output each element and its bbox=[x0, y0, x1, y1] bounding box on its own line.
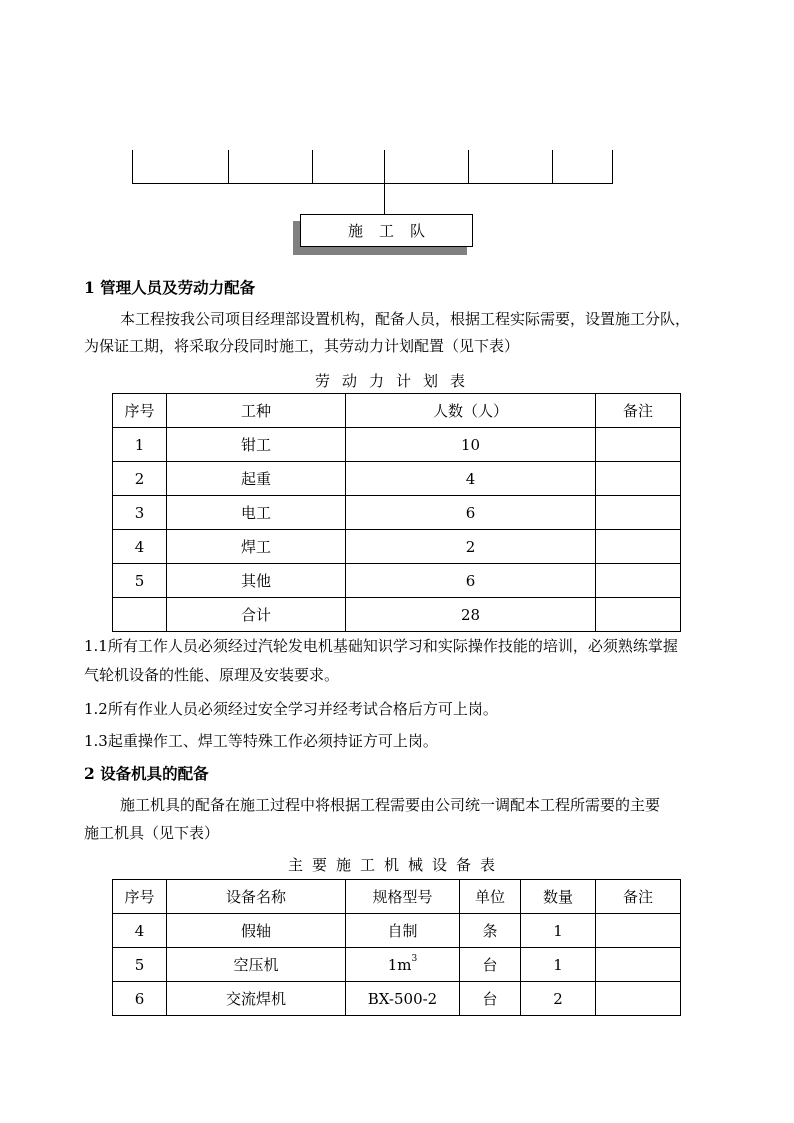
table-row bbox=[113, 948, 681, 982]
table-cell bbox=[596, 428, 681, 462]
table-cell bbox=[596, 982, 681, 1016]
header-cell: 备注 bbox=[596, 880, 681, 914]
team-box-label: 施工队 bbox=[347, 222, 441, 240]
table-cell: 假轴 bbox=[167, 914, 346, 948]
table-cell bbox=[596, 914, 681, 948]
table-cell: 5 bbox=[113, 564, 167, 598]
section2-heading: 2 设备机具的配备 bbox=[84, 764, 209, 783]
table-cell bbox=[346, 948, 460, 982]
team-box bbox=[300, 214, 473, 247]
note-1-1-line2: 气轮机设备的性能、原理及安装要求。 bbox=[84, 666, 340, 684]
table-cell: 10 bbox=[346, 428, 596, 462]
table-cell: 2 bbox=[346, 530, 596, 564]
table-cell: 条 bbox=[460, 914, 521, 948]
header-cell: 设备名称 bbox=[167, 880, 346, 914]
table-cell: 5 bbox=[113, 948, 167, 982]
equipment-table bbox=[112, 879, 681, 1016]
table-cell bbox=[596, 948, 681, 982]
table-cell: 台 bbox=[460, 982, 521, 1016]
table-cell: 其他 bbox=[167, 564, 346, 598]
header-cell: 备注 bbox=[596, 394, 681, 428]
org-chart-branch-line bbox=[384, 150, 385, 184]
labor-table-title: 劳动力计划表 bbox=[314, 372, 477, 390]
table-cell bbox=[596, 598, 681, 632]
table-cell: 28 bbox=[346, 598, 596, 632]
header-cell: 单位 bbox=[460, 880, 521, 914]
table-cell: 4 bbox=[113, 530, 167, 564]
org-chart-branch-line bbox=[228, 150, 229, 184]
header-cell: 规格型号 bbox=[346, 880, 460, 914]
table-cell: 交流焊机 bbox=[167, 982, 346, 1016]
table-cell: 6 bbox=[346, 496, 596, 530]
org-chart-branch-line bbox=[468, 150, 469, 184]
table-cell: 2 bbox=[113, 462, 167, 496]
table-cell: 钳工 bbox=[167, 428, 346, 462]
spec-value: 1m bbox=[387, 955, 412, 974]
table-cell bbox=[113, 598, 167, 632]
table-row bbox=[113, 564, 681, 598]
table-cell: 6 bbox=[113, 982, 167, 1016]
table-cell: 空压机 bbox=[167, 948, 346, 982]
table-cell: 起重 bbox=[167, 462, 346, 496]
table-header-row bbox=[113, 394, 681, 428]
header-cell: 数量 bbox=[521, 880, 596, 914]
table-cell: 2 bbox=[521, 982, 596, 1016]
table-cell bbox=[596, 530, 681, 564]
header-cell: 工种 bbox=[167, 394, 346, 428]
table-cell bbox=[596, 462, 681, 496]
table-cell: 焊工 bbox=[167, 530, 346, 564]
table-cell: 1 bbox=[113, 428, 167, 462]
note-1-2: 1.2所有作业人员必须经过安全学习并经考试合格后方可上岗。 bbox=[84, 700, 498, 718]
table-cell: 3 bbox=[113, 496, 167, 530]
table-total-row bbox=[113, 598, 681, 632]
table-cell: 自制 bbox=[346, 914, 460, 948]
header-cell: 序号 bbox=[113, 880, 167, 914]
table-cell: 4 bbox=[346, 462, 596, 496]
section1-intro-line2: 为保证工期，将采取分段同时施工，其劳动力计划配置（见下表） bbox=[84, 337, 520, 355]
table-cell: 6 bbox=[346, 564, 596, 598]
table-row bbox=[113, 428, 681, 462]
labor-table bbox=[112, 393, 681, 632]
note-1-1-line1: 1.1所有工作人员必须经过汽轮发电机基础知识学习和实际操作技能的培训，必须熟练掌握 bbox=[84, 637, 678, 655]
table-row bbox=[113, 462, 681, 496]
table-cell: 合计 bbox=[167, 598, 346, 632]
table-header-row bbox=[113, 880, 681, 914]
table-cell: 台 bbox=[460, 948, 521, 982]
equipment-table-title: 主要施工机械设备表 bbox=[287, 856, 504, 874]
section1-heading: 1 管理人员及劳动力配备 bbox=[84, 278, 256, 297]
org-chart-branch-line bbox=[132, 150, 133, 184]
header-cell: 序号 bbox=[113, 394, 167, 428]
table-cell: 电工 bbox=[167, 496, 346, 530]
table-row bbox=[113, 496, 681, 530]
section2-intro-line2: 施工机具（见下表） bbox=[84, 824, 220, 842]
header-cell: 人数（人） bbox=[346, 394, 596, 428]
org-chart-connector-line bbox=[384, 183, 385, 214]
section2-intro-line1: 施工机具的配备在施工过程中将根据工程需要由公司统一调配本工程所需要的主要 bbox=[120, 796, 661, 814]
org-chart-branch-line bbox=[612, 150, 613, 184]
table-cell: 1 bbox=[521, 914, 596, 948]
table-cell: 4 bbox=[113, 914, 167, 948]
note-1-3: 1.3起重操作工、焊工等特殊工作必须持证方可上岗。 bbox=[84, 732, 438, 750]
table-row bbox=[113, 914, 681, 948]
section1-intro-line1: 本工程按我公司项目经理部设置机构，配备人员，根据工程实际需要，设置施工分队， bbox=[120, 310, 691, 328]
table-row bbox=[113, 530, 681, 564]
table-cell: 1 bbox=[521, 948, 596, 982]
table-cell bbox=[596, 496, 681, 530]
table-cell: BX-500-2 bbox=[346, 982, 460, 1016]
org-chart-branch-line bbox=[312, 150, 313, 184]
table-cell bbox=[596, 564, 681, 598]
spec-superscript: 3 bbox=[411, 953, 418, 964]
org-chart-branch-line bbox=[552, 150, 553, 184]
table-row bbox=[113, 982, 681, 1016]
org-chart-horizontal-line bbox=[132, 183, 613, 184]
